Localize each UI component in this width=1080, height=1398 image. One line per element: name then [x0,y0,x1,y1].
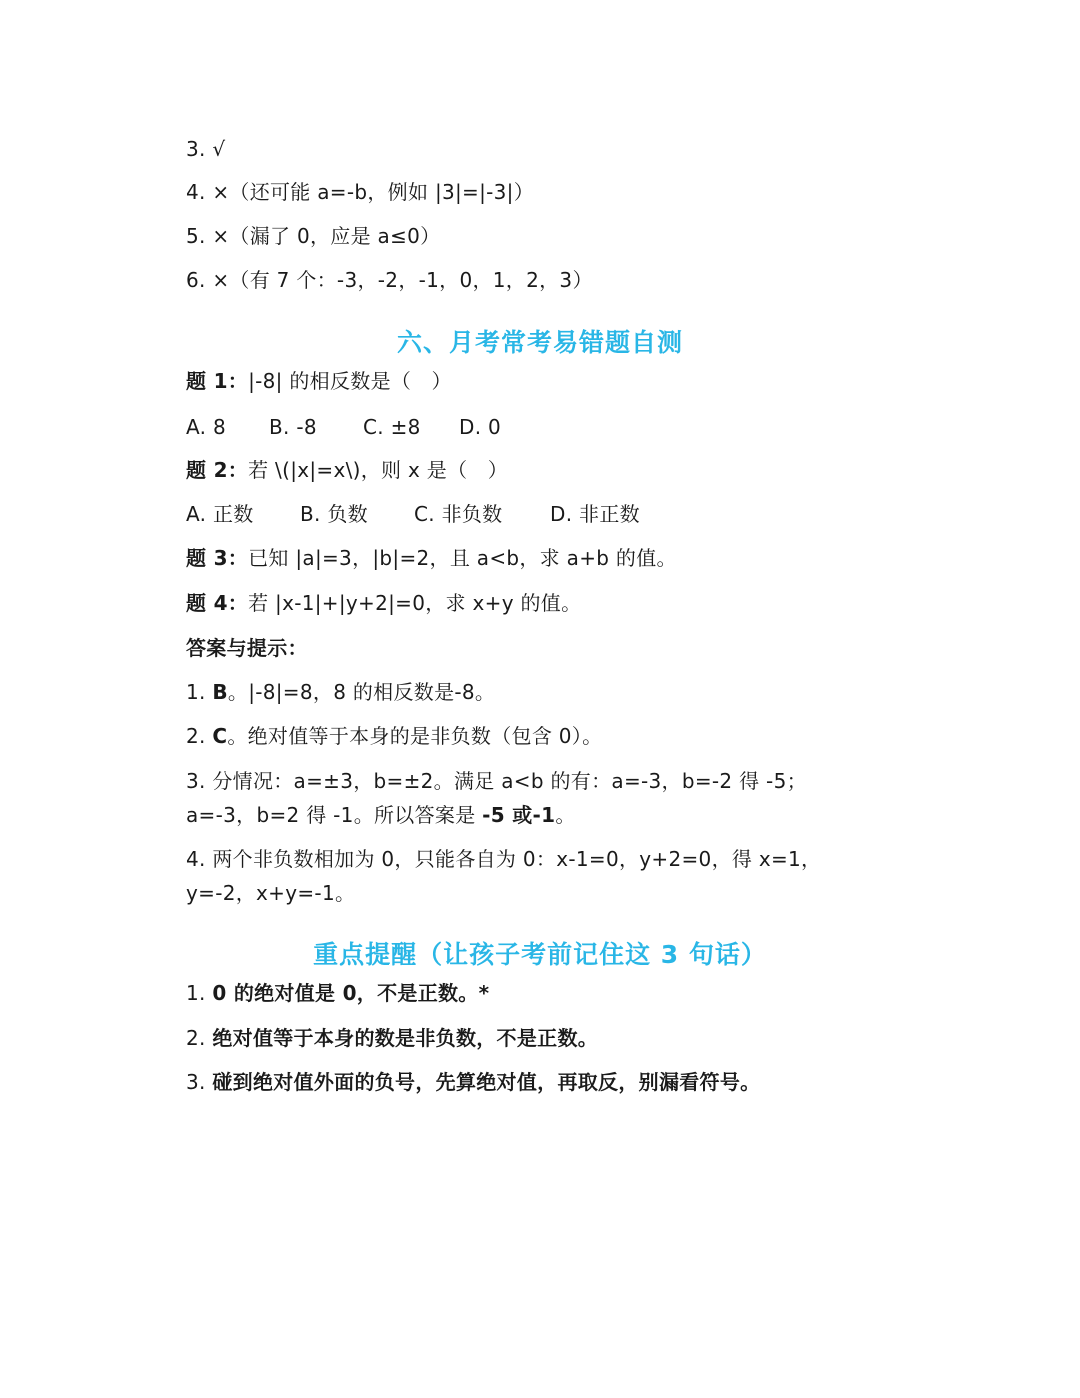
q1-option-c: C. ±8 [363,415,421,439]
answer-3-key: -5 或-1 [482,803,556,827]
question-4-label: 题 4： [186,591,249,615]
reminder-1 [186,976,489,1010]
section-heading-reminders: 重点提醒（让孩子考前记住这 3 句话） [313,940,767,969]
answer-2 [186,719,602,753]
question-4-text: 若 |x-1|+|y+2|=0，求 x+y 的值。 [248,591,582,615]
answer-2-text: 。绝对值等于本身的是非负数（包含 0）。 [227,724,603,748]
q1-option-d: D. 0 [459,415,502,439]
reminder-2-text: 绝对值等于本身的数是非负数，不是正数。 [212,1026,599,1050]
q2-option-d: D. 非正数 [550,502,640,526]
answers-title: 答案与提示： [186,636,308,660]
question-1-label: 题 1： [186,369,249,393]
section-heading-quiz: 六、月考常考易错题自测 [396,328,683,357]
question-2 [186,453,508,487]
answer-1 [186,675,495,709]
question-2-text: 若 \(|x|=x\)，则 x 是（ ） [248,458,508,482]
reminder-1-number: 1. [186,981,213,1005]
answer-2-number: 2. [186,724,213,748]
q1-option-a: A. 8 [186,415,226,439]
reminder-3-text: 碰到绝对值外面的负号，先算绝对值，再取反，别漏看符号。 [212,1070,761,1094]
answer-1-text: 。|-8|=8，8 的相反数是-8。 [227,680,496,704]
question-4 [186,586,581,620]
answer-2-key: C [212,724,228,748]
answer-3 [186,764,876,832]
answer-line-4: 4. ×（还可能 a=-b，例如 |3|=|-3|） [186,180,535,204]
answer-3-end: 。 [555,803,576,827]
q1-option-b: B. -8 [269,415,317,439]
question-3-text: 已知 |a|=3，|b|=2，且 a<b，求 a+b 的值。 [248,546,677,570]
reminder-3-number: 3. [186,1070,213,1094]
question-2-label: 题 2： [186,458,249,482]
answer-line-5: 5. ×（漏了 0，应是 a≤0） [186,224,441,248]
question-1-options [186,410,501,444]
answer-1-number: 1. [186,680,213,704]
reminder-3 [186,1065,760,1099]
answer-4: 4. 两个非负数相加为 0，只能各自为 0：x-1=0，y+2=0，得 x=1，y=-2，x+y=-1。 [186,847,822,905]
q2-option-a: A. 正数 [186,502,254,526]
reminder-2 [186,1021,598,1055]
question-1 [186,364,452,398]
q2-option-b: B. 负数 [300,502,368,526]
q2-option-c: C. 非负数 [414,502,503,526]
question-3-label: 题 3： [186,546,249,570]
question-1-text: |-8| 的相反数是（ ） [248,369,452,393]
reminder-1-text: 0 的绝对值是 0，不是正数。* [212,981,490,1005]
answer-1-key: B [212,680,228,704]
question-2-options [186,497,640,531]
answer-3-text: 3. 分情况：a=±3，b=±2。满足 a<b 的有：a=-3，b=-2 得 -5；a=-3，b=2 得 -1。所以答案是 [186,769,807,827]
answer-line-3: 3. √ [186,137,226,161]
question-3 [186,541,677,575]
reminder-2-number: 2. [186,1026,213,1050]
answer-line-6: 6. ×（有 7 个：-3，-2，-1，0，1，2，3） [186,268,593,292]
